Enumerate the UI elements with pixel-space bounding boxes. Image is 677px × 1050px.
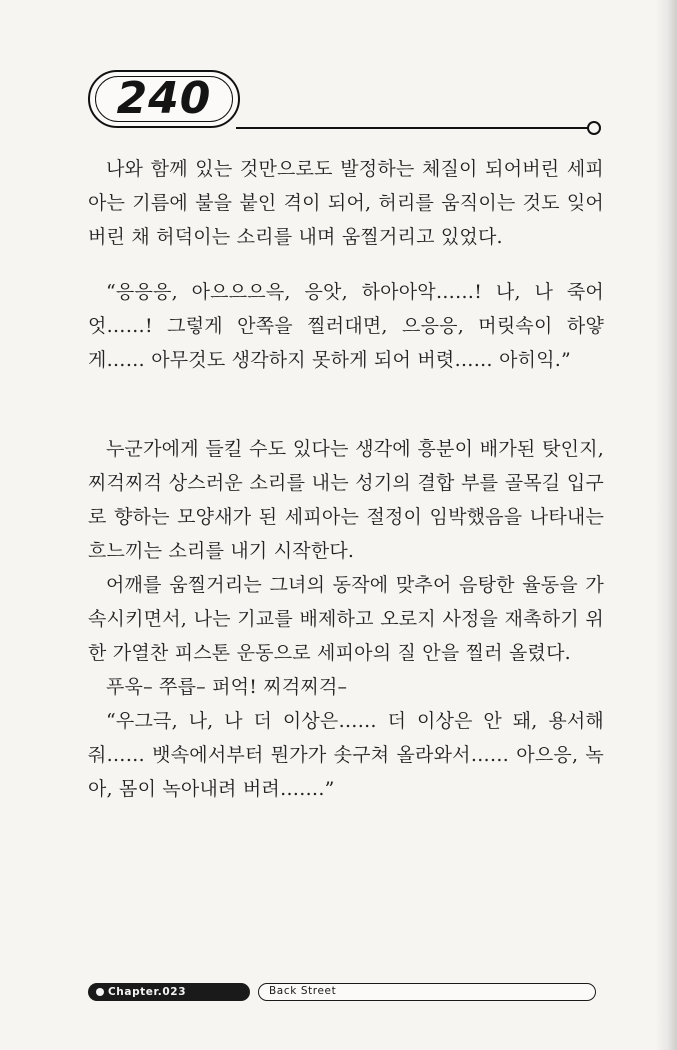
paragraph-4: 어깨를 움찔거리는 그녀의 동작에 맞추어 음탕한 율동을 가속시키면서, 나는 기교를 배제하고 오로지 사정을 재촉하기 위한 가열찬 피스톤 운동으로 세피아의 질 안을 찔러 올렸다. <box>88 574 604 664</box>
paragraph-spacer <box>88 377 604 432</box>
paragraph-5: 푸욱– 쭈릅– 퍼억! 찌걱찌걱– <box>106 676 348 698</box>
page-header <box>88 70 608 136</box>
page-number: 240 <box>116 73 212 124</box>
book-title: Back Street <box>269 985 337 997</box>
page-footer <box>88 983 596 1001</box>
chapter-tab <box>88 983 250 1001</box>
page-edge-shadow <box>655 0 677 1050</box>
paragraph-2: “응응응, 아으으으윽, 응앗, 하아아악……! 나, 나 죽어엇……! 그렇게 안쪽을 찔러대면, 으응응, 머릿속이 하얗게…… 아무것도 생각하지 못하게 되어 버렷…… 아히익.” <box>88 281 604 371</box>
header-rule-end-dot <box>587 121 601 135</box>
chapter-bullet-icon <box>96 988 104 996</box>
paragraph-spacer <box>88 254 604 275</box>
body-text <box>88 152 604 806</box>
book-title-tab <box>258 983 596 1001</box>
paragraph-3: 누군가에게 들킬 수도 있다는 생각에 흥분이 배가된 탓인지, 찌걱찌걱 상스러운 소리를 내는 성기의 결합 부를 골목길 입구로 향하는 모양새가 된 세피아는 절정이 임박했음을 나타내는 흐느끼는 소리를 내기 시작한다. <box>88 438 604 562</box>
paragraph-1: 나와 함께 있는 것만으로도 발정하는 체질이 되어버린 세피아는 기름에 불을 붙인 격이 되어, 허리를 움직이는 것도 잊어버린 채 허덕이는 소리를 내며 움찔거리고 있었다. <box>88 158 604 248</box>
header-rule-line <box>236 127 591 129</box>
chapter-label: Chapter.023 <box>108 986 187 998</box>
paragraph-6: “우그극, 나, 나 더 이상은…… 더 이상은 안 돼, 용서해줘…… 뱃속에서부터 뭔가가 솟구쳐 올라와서…… 아으응, 녹아, 몸이 녹아내려 버려…….” <box>88 710 604 800</box>
